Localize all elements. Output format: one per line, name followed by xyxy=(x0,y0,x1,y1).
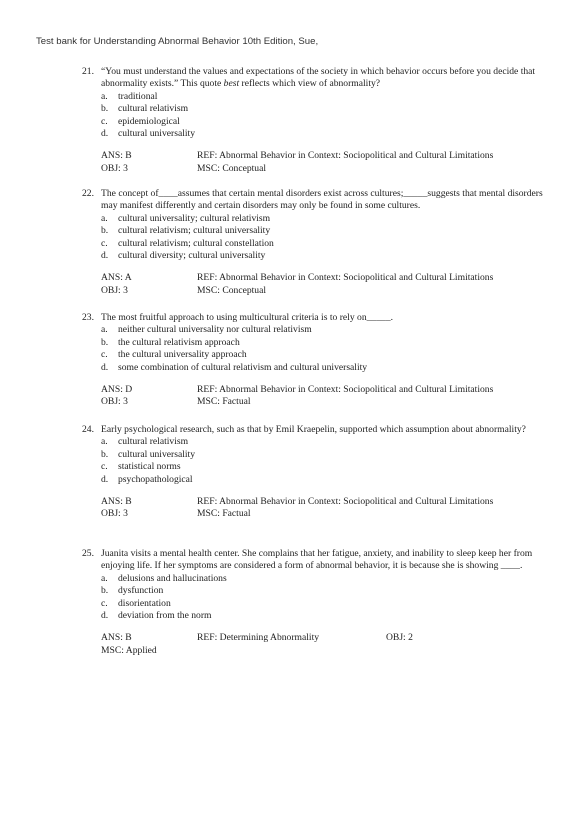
answer-metadata xyxy=(101,272,544,298)
answer-label: ANS: B xyxy=(101,632,132,644)
option-c: c. the cultural universality approach xyxy=(101,349,247,361)
objective-label: OBJ: 3 xyxy=(101,162,128,174)
option-c: c. cultural relativism; cultural constellation xyxy=(101,237,274,249)
option-c: c. epidemiological xyxy=(101,115,180,127)
reference-label: REF: Abnormal Behavior in Context: Sociopolitical and Cultural Limitations xyxy=(197,384,494,396)
question-number: 23. xyxy=(82,312,94,323)
emphasis-text: best xyxy=(223,78,240,90)
answer-metadata xyxy=(101,384,544,410)
reference-label: REF: Abnormal Behavior in Context: Sociopolitical and Cultural Limitations xyxy=(197,272,494,284)
objective-label: OBJ: 2 xyxy=(386,632,413,644)
reference-label: REF: Determining Abnormality xyxy=(197,632,320,644)
reference-label: REF: Abnormal Behavior in Context: Sociopolitical and Cultural Limitations xyxy=(197,150,494,162)
answer-label: ANS: A xyxy=(101,272,132,284)
answer-label: ANS: B xyxy=(101,150,132,162)
answer-metadata xyxy=(101,632,544,658)
option-b: b. the cultural relativism approach xyxy=(101,336,240,348)
question-text: The concept of____assumes that certain mental disorders exist across cultures;_____suggests that mental disorders may manifest differently and certain disorders may only be found in some cultures. xyxy=(101,188,543,212)
msc-label: MSC: Conceptual xyxy=(197,162,267,174)
question-21 xyxy=(74,66,544,176)
question-text: “You must understand the values and expectations of the society in which behavior occurs before you decide that abnormality exists.” This quote best reflects which view of abnormality? xyxy=(101,66,536,90)
option-b: b. dysfunction xyxy=(101,585,164,597)
msc-label: MSC: Conceptual xyxy=(197,284,267,296)
question-22 xyxy=(74,188,544,298)
option-a: a. cultural universality; cultural relativism xyxy=(101,212,271,224)
option-b: b. cultural relativism xyxy=(101,103,189,115)
option-d: d. some combination of cultural relativism and cultural universality xyxy=(101,361,368,373)
question-number: 25. xyxy=(82,548,94,559)
answer-label: ANS: D xyxy=(101,384,133,396)
question-number: 22. xyxy=(82,188,94,199)
objective-label: OBJ: 3 xyxy=(101,284,128,296)
objective-label: OBJ: 3 xyxy=(101,508,128,520)
page-header: Test bank for Understanding Abnormal Behavior 10th Edition, Sue, xyxy=(36,36,319,47)
option-d: d. deviation from the norm xyxy=(101,610,212,622)
objective-label: OBJ: 3 xyxy=(101,396,128,408)
msc-label: MSC: Factual xyxy=(197,396,251,408)
answer-label: ANS: B xyxy=(101,496,132,508)
question-23 xyxy=(74,312,544,410)
option-a: a. delusions and hallucinations xyxy=(101,572,227,584)
option-d: d. cultural diversity; cultural universality xyxy=(101,250,266,262)
question-text: Juanita visits a mental health center. She complains that her fatigue, anxiety, and inability to sleep keep her from enjoying life. If her symptoms are considered a form of abnormal behavior, it is because she is showing ____. xyxy=(101,548,533,572)
option-b: b. cultural relativism; cultural universality xyxy=(101,225,271,237)
option-c: c. statistical norms xyxy=(101,461,181,473)
option-a: a. cultural relativism xyxy=(101,436,189,448)
option-d: d. cultural universality xyxy=(101,128,195,140)
answer-metadata xyxy=(101,150,544,176)
question-number: 21. xyxy=(82,66,94,77)
option-a: a. neither cultural universality nor cultural relativism xyxy=(101,324,312,336)
msc-label: MSC: Factual xyxy=(197,508,251,520)
question-25 xyxy=(74,548,544,658)
question-text: The most fruitful approach to using multicultural criteria is to rely on_____. xyxy=(101,312,394,323)
reference-label: REF: Abnormal Behavior in Context: Sociopolitical and Cultural Limitations xyxy=(197,496,494,508)
question-24 xyxy=(74,424,544,522)
question-text: Early psychological research, such as that by Emil Kraepelin, supported which assumption about abnormality? xyxy=(101,424,526,435)
option-b: b. cultural universality xyxy=(101,448,195,460)
option-a: a. traditional xyxy=(101,90,158,102)
option-c: c. disorientation xyxy=(101,597,171,609)
answer-metadata xyxy=(101,496,544,522)
question-number: 24. xyxy=(82,424,94,435)
msc-label: MSC: Applied xyxy=(101,644,157,656)
option-d: d. psychopathological xyxy=(101,473,193,485)
